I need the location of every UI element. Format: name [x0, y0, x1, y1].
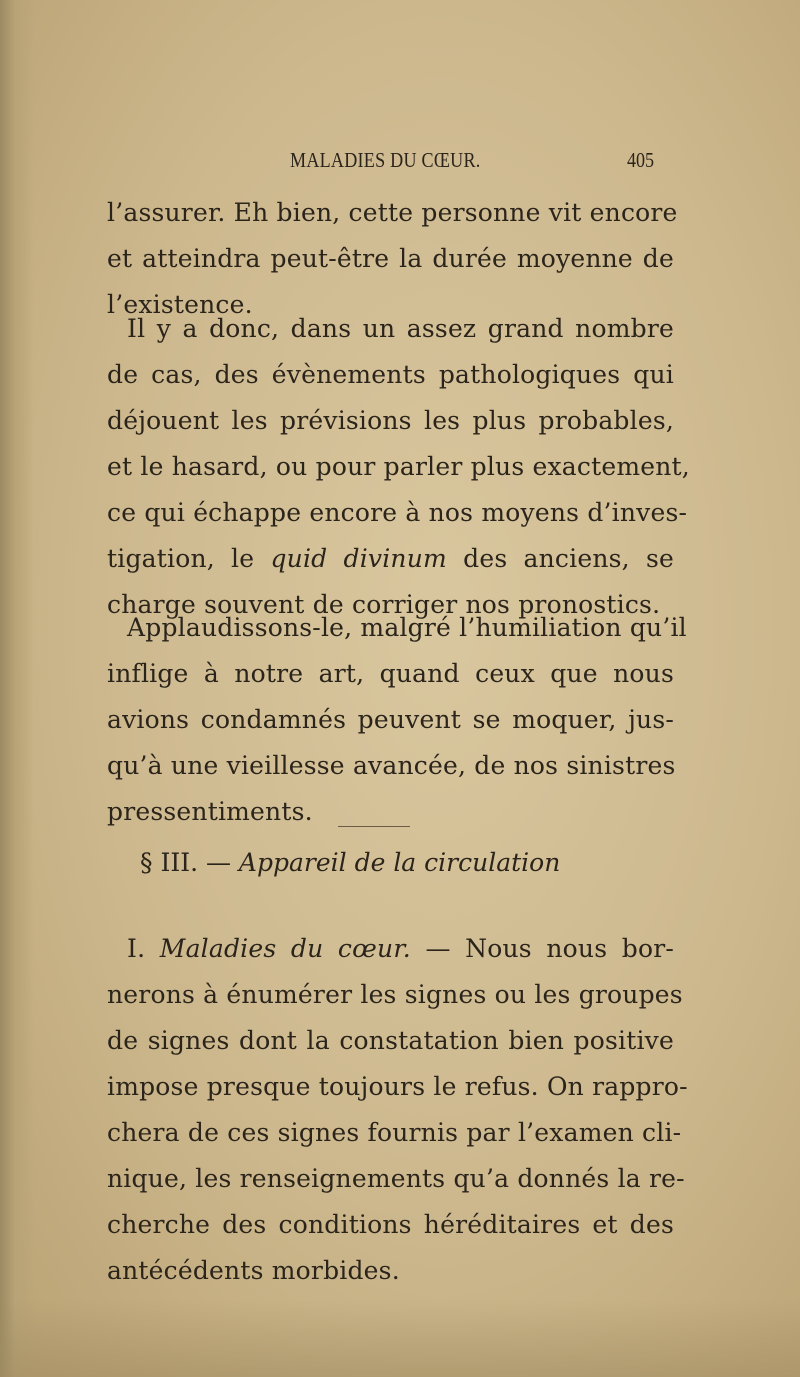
italic-run: quid divinum: [270, 544, 447, 573]
text-line: Applaudissons-le, malgré l’humiliation qu’il: [127, 613, 687, 642]
text-line: impose presque toujours le refus. On rappro-: [107, 1072, 688, 1101]
page-number: 405: [627, 148, 655, 172]
text-line: l’assurer. Eh bien, cette personne vit encore: [107, 198, 678, 227]
text-line: qu’à une vieillesse avancée, de nos sinistres: [107, 751, 676, 780]
running-head: [0, 148, 800, 178]
subsection-title: Maladies du cœur.: [159, 934, 411, 963]
running-title: MALADIES DU CŒUR.: [290, 148, 481, 172]
text-line-mixed: [107, 536, 674, 582]
text-line: l’existence.: [107, 290, 253, 319]
text-line: pressentiments.: [107, 797, 313, 826]
text-line: Il y a donc, dans un assez grand nombre: [127, 314, 674, 343]
subsection-dash: —: [425, 934, 451, 963]
text-line: avions condamnés peuvent se moquer, jus-: [107, 705, 674, 734]
text-run: Nous nous bor-: [465, 934, 674, 963]
text-line: inflige à notre art, quand ceux que nous: [107, 659, 674, 688]
section-title: Appareil de la circulation: [238, 848, 561, 877]
text-line: nerons à énumérer les signes ou les groupes: [107, 980, 683, 1009]
subsection-number: I.: [127, 934, 146, 963]
text-line: déjouent les prévisions les plus probables,: [107, 406, 674, 435]
page-bottom-shadow: [0, 1300, 800, 1377]
text-line: charge souvent de corriger nos pronostics.: [107, 590, 661, 619]
section-prefix: § III. —: [140, 848, 231, 877]
page-binding-shadow: [0, 0, 34, 1377]
text-line: et atteindra peut-être la durée moyenne de: [107, 244, 674, 273]
section-heading: [140, 840, 660, 886]
text-line: ce qui échappe encore à nos moyens d’inves-: [107, 498, 688, 527]
text-run: tigation, le: [107, 544, 255, 573]
text-line: et le hasard, ou pour parler plus exactement,: [107, 452, 690, 481]
section-rule: [338, 826, 410, 827]
text-line: cherche des conditions héréditaires et des: [107, 1210, 674, 1239]
text-line: de signes dont la constatation bien positive: [107, 1026, 674, 1055]
text-line: nique, les renseignements qu’a donnés la re-: [107, 1164, 685, 1193]
text-line-mixed: [127, 926, 674, 972]
text-line: chera de ces signes fournis par l’examen cli-: [107, 1118, 682, 1147]
text-line: de cas, des évènements pathologiques qui: [107, 360, 674, 389]
text-line: antécédents morbides.: [107, 1256, 400, 1285]
text-run: des anciens, se: [463, 544, 674, 573]
